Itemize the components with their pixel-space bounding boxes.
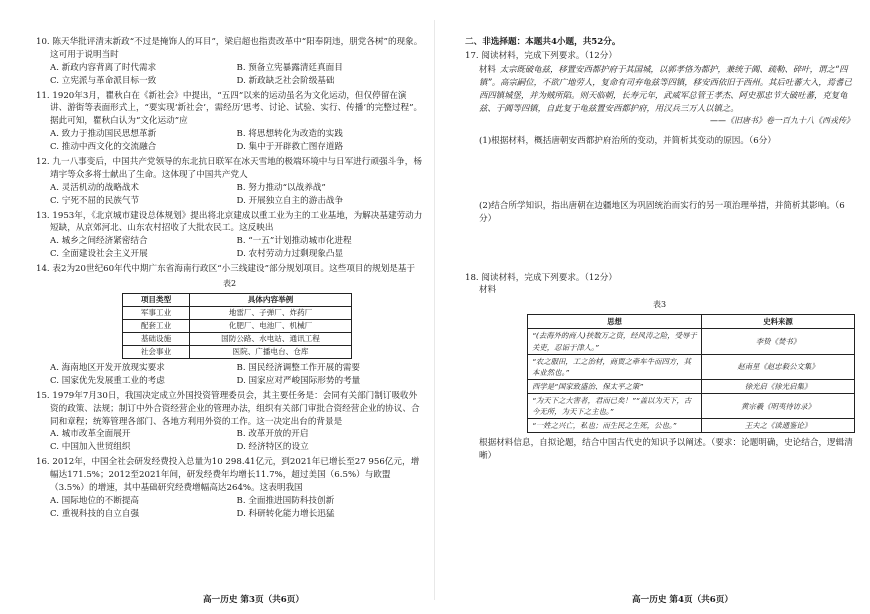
table-cell: “一姓之兴亡，私也；而生民之生死，公也。” — [528, 419, 702, 433]
table-cell: “为天下之大害者，君而已矣！”“盖以为天下，古今无所，为天下之主也。” — [528, 393, 702, 418]
table-cell: 徐光启《徐光启集》 — [702, 379, 855, 393]
option-c: C. 宁死不屈的民族气节 — [50, 195, 140, 206]
option-d: D. 国家应对严峻国际形势的考量 — [236, 375, 361, 386]
option-b: B. 预备立宪暴露清廷真面目 — [236, 62, 343, 73]
option-a: A. 新政内容背离了时代需求 — [50, 62, 157, 73]
option-d: D. 开展独立自主的游击战争 — [236, 195, 344, 206]
option-c: C. 重视科技的自立自强 — [50, 508, 140, 519]
table-row — [528, 354, 855, 379]
question-11 — [36, 90, 423, 154]
table-row — [528, 419, 855, 433]
question-stem: 12. 九一八事变后，中国共产党领导的东北抗日联军在冰天雪地的极端环境中与日军进行顽强斗争，杨靖宇等众多将士献出了生命。这体现了中国共产党人 — [36, 157, 422, 180]
section-title: 二、非选择题：本题共4小题，共52分。 — [465, 37, 621, 47]
table-cell: 配套工业 — [123, 320, 190, 333]
table-cell: 医院、广播电台、仓库 — [190, 346, 352, 359]
question-12 — [36, 156, 423, 208]
option-a: A. 海南地区开发开放现实要求 — [50, 363, 165, 374]
option-list — [36, 495, 423, 521]
table-header-row — [528, 315, 855, 329]
table-2 — [122, 293, 352, 359]
option-b: B. 将思想转化为改造的实践 — [236, 129, 343, 140]
material-label: 材料 — [479, 285, 497, 296]
option-d: D. 经济特区的设立 — [236, 442, 309, 453]
option-a: A. 灵活机动的战略战术 — [50, 182, 140, 193]
subquestion-1: (1)根据材料，概括唐朝安西都护府治所的变动，并简析其变动的原因。（6分） — [479, 135, 776, 146]
table-cell: 王夫之《读通鉴论》 — [702, 419, 855, 433]
table-row — [123, 346, 352, 359]
option-a: A. 国际地位的不断提高 — [50, 495, 140, 506]
table-row — [528, 393, 855, 418]
question-stem: 11. 1920年3月，瞿秋白在《新社会》中提出，“五四”以来的运动虽名为文化运动，但仅停留在演讲、游街等表面形式上，“要实现‘新社会’，需经历‘思考、讨论、试验、实行、传播’的完整过程”。据此可知，瞿秋白认为“文化运动”应 — [36, 90, 423, 127]
option-c: C. 全面建设社会主义开展 — [50, 249, 148, 260]
option-a: A. 城市改革全面展开 — [50, 429, 131, 440]
question-15 — [36, 390, 423, 454]
question-stem: 10. 陈天华批评清末新政“不过是掩饰人的耳目”，梁启超也指责改革中“阳奉阴违，朋党各树”的现象。这可用于说明当时 — [36, 37, 423, 60]
question-stem: 15. 1979年7月30日，我国决定成立外国投资管理委员会，其主要任务是：会同有关部门制订吸收外资的政策、法规；制订中外合资经营企业的管理办法，组织有关部门审批合资经营企业的协议、合同和章程；统筹管理各部门、各地方利用外资的工作。这一决定出台的背景是 — [36, 390, 420, 427]
option-a: A. 城乡之间经济紧密结合 — [50, 236, 148, 247]
table-cell: 国防公路、水电站、通讯工程 — [190, 333, 352, 346]
question-18 — [465, 272, 854, 464]
table-cell: 社会事业 — [123, 346, 190, 359]
option-list — [36, 362, 423, 388]
option-list — [36, 128, 423, 154]
answer-space — [465, 226, 854, 270]
question-stem: 14. 表2为20世纪60年代中期广东省海南行政区“小三线建设”部分规划项目。这些项目的规划是基于 — [36, 264, 416, 275]
table-3-caption: 表3 — [652, 300, 667, 310]
table-row — [123, 307, 352, 320]
table-cell: “(去海外的商人)挟数万之资，经风涛之险，受辱于关吏，忍诟于津人。” — [528, 329, 702, 354]
page-footer: 高一历史 第4页（共6页） — [632, 595, 733, 606]
table-cell: 地雷厂、子弹厂、炸药厂 — [190, 307, 352, 320]
option-b: B. 努力推动“以战养战” — [236, 182, 326, 193]
question-stem: 18. 阅读材料，完成下列要求。（12分） — [465, 272, 617, 283]
question-stem: 13. 1953年，《北京城市建设总体规划》提出将北京建成以重工业为主的工业基地，为解决基建劳动力短缺，从京郊河北、山东农村招收了大批农民工。这反映出 — [36, 210, 423, 234]
table-row — [528, 329, 855, 354]
table-header-cell: 史料来源 — [702, 315, 855, 329]
table-cell: 西学是“国家致盛治、保太平之策” — [528, 379, 702, 393]
option-list — [36, 235, 423, 261]
question-16 — [36, 456, 423, 520]
table-cell: 赵南星《赵忠毅公文集》 — [702, 354, 855, 379]
question-10 — [36, 36, 423, 88]
option-c: C. 国家优先发展重工业的考虑 — [50, 375, 165, 386]
table-cell: 黄宗羲《明夷待访录》 — [702, 393, 855, 418]
option-b: B. 改革开放的开启 — [236, 429, 309, 440]
option-a: A. 致力于推动国民思想革新 — [50, 129, 157, 140]
table-3 — [527, 314, 855, 433]
table-cell: 化肥厂、电池厂、机械厂 — [190, 320, 352, 333]
table-cell: “农之服田，工之治材，商贾之牵车牛而四方，其本业然也。” — [528, 354, 702, 379]
table-row — [528, 379, 855, 393]
option-list — [36, 428, 423, 454]
option-d: D. 新政缺乏社会阶级基础 — [236, 75, 335, 86]
table-header-row — [123, 294, 352, 307]
table-header-cell: 具体内容举例 — [190, 294, 352, 307]
answer-space — [465, 148, 854, 200]
option-c: C. 中国加入世贸组织 — [50, 442, 131, 453]
question-13 — [36, 210, 423, 262]
question-14 — [36, 263, 423, 388]
table-row — [123, 320, 352, 333]
table-2-caption: 表2 — [222, 279, 237, 289]
option-list — [36, 182, 423, 208]
option-b: B. 国民经济调整工作开展的需要 — [236, 363, 360, 374]
table-cell: 基础设施 — [123, 333, 190, 346]
right-page — [435, 0, 870, 614]
material-source: ——《旧唐书》卷一百九十八《西戎传》 — [710, 115, 854, 125]
option-b: B. “一五”计划推动城市化进程 — [236, 236, 352, 247]
question-stem: 17. 阅读材料，完成下列要求。（12分） — [465, 50, 617, 61]
material-body: 太宗既破龟兹，移置安西都护府于其国城，以郭孝恪为都护，兼统于阗、疏勒、碎叶，谓之“四镇”。高宗嗣位，不欲广地劳人，复命有司弃龟兹等四镇，移安西依旧于西州。其后吐蕃大入，焉耆已西四镇城堡，并为贼所陷。则天临朝，长寿元年，武威军总管王孝杰、阿史那忠节大破吐蕃，克复龟兹、于阗等四镇，自此复于龟兹置安西都护府，用汉兵三万人以镇之。 — [479, 63, 852, 113]
question-stem: 16. 2012年，中国全社会研发经费投入总量为10 298.41亿元，到2021年已增长至27 956亿元，增幅达171.5%；2012至2021年间，研发经费年均增长11.7%，超过美国（6.5%）与欧盟（3.5%）的增速，其中基础研究经费增幅高达264%。这表明我国 — [36, 457, 420, 494]
option-d: D. 科研转化能力增长迅猛 — [236, 508, 335, 519]
material-label: 材料 — [479, 63, 496, 74]
option-c: C. 立宪派与革命派目标一致 — [50, 75, 157, 86]
table-cell: 李贽《焚书》 — [702, 329, 855, 354]
table-header-cell: 思想 — [528, 315, 702, 329]
page-footer: 高一历史 第3页（共6页） — [203, 595, 304, 606]
subquestion-2: (2)结合所学知识，指出唐朝在边疆地区为巩固统治而实行的另一项治理举措，并简析其影响。（6分） — [479, 200, 845, 224]
option-d: D. 农村劳动力过剩现象凸显 — [236, 249, 344, 260]
table-cell: 军事工业 — [123, 307, 190, 320]
option-list — [36, 62, 423, 88]
option-b: B. 全面推进国防科技创新 — [236, 495, 335, 506]
option-d: D. 集中于开辟救亡图存道路 — [236, 142, 344, 153]
option-c: C. 推动中西文化的交流融合 — [50, 142, 157, 153]
table-row — [123, 333, 352, 346]
question-17 — [465, 50, 854, 270]
table-header-cell: 项目类型 — [123, 294, 190, 307]
material-text — [465, 63, 854, 115]
requirement-text: 根据材料信息，自拟论题，结合中国古代史的知识予以阐述。（要求：论题明确，史论结合，逻辑清晰） — [479, 438, 853, 462]
